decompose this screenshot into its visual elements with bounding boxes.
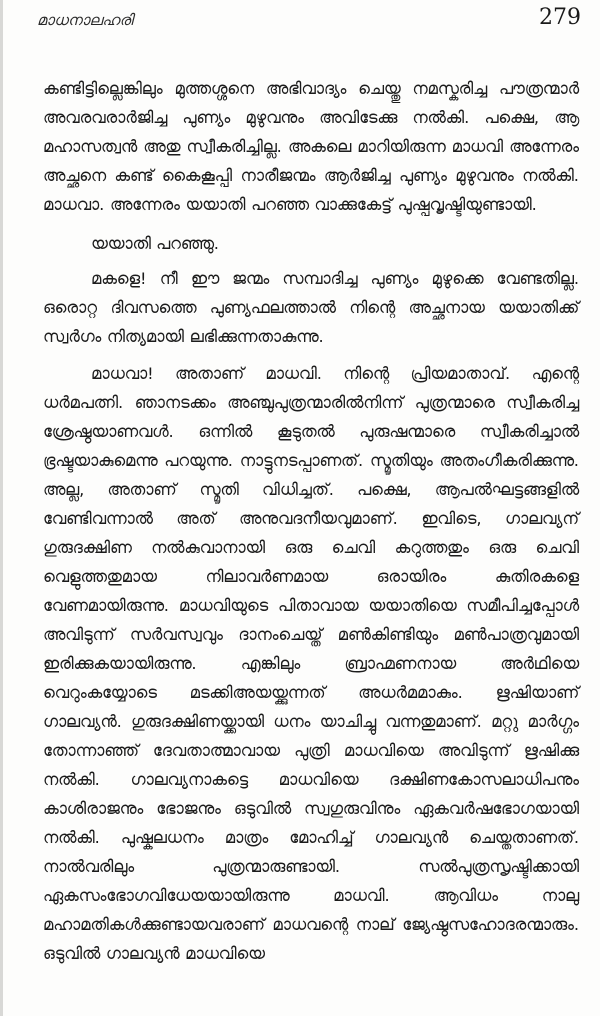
- paragraph-3: മാധവാ! അതാണ് മാധവി. നിന്റെ പ്രിയമാതാവ്. എന്റെ ധർമപത്നി. ഞാനടക്കം അഞ്ചുപുത്രന്മാരിൽനിന്ന് പുത്രന്മാരെ സ്വീകരിച്ച ശ്രേഷ്ഠയാണവൾ. ഒന്നിൽ കൂടുതൽ പുരുഷന്മാരെ സ്വീകരിച്ചാൽ ഭ്രഷ്ടയാകുമെന്നു പറയുന്നു. നാട്ടുനടപ്പാണത്. സ്മൃതിയും അതംഗീകരിക്കുന്നു. അല്ല, അതാണ് സ്മൃതി വിധിച്ചത്. പക്ഷെ, ആപൽഘട്ടങ്ങളിൽ വേണ്ടിവന്നാൽ അത് അനുവദനീയവുമാണ്. ഇവിടെ, ഗാലവ്യന് ഗുരുദക്ഷിണ നൽകുവാനായി ഒരു ചെവി കറുത്തതും ഒരു ചെവി വെളുത്തതുമായ നിലാവർണമായ ഒരായിരം കുതിരകളെ വേണമായിരുന്നു. മാധവിയുടെ പിതാവായ യയാതിയെ സമീപിച്ചപ്പോൾ അവിടുന്ന് സർവസ്വവും ദാനംചെയ്ത് മൺകിണ്ടിയും മൺപാത്രവുമായി ഇരിക്കുകയായിരുന്നു. എങ്കിലും ബ്രാഹ്മണനായ അർഥിയെ വെറുംകയ്യോടെ മടക്കിഅയയ്ക്കുന്നത് അധർമമാകും. ഋഷിയാണ് ഗാലവ്യൻ. ഗുരുദക്ഷിണയ്ക്കായി ധനം യാചിച്ചു വന്നതുമാണ്. മറ്റു മാർഗ്ഗം തോന്നാഞ്ഞ് ദേവതാത്മാവായ പുത്രി മാധവിയെ അവിടുന്ന് ഋഷിക്കു നൽകി. ഗാലവ്യനാകട്ടെ മാധവിയെ ദക്ഷിണകോസലാധിപനും കാശിരാജനും ഭോജനും ഒടുവിൽ സ്വഗുരുവിനും ഏകവർഷഭോഗയായി നൽകി. പുഷ്കലധനം മാത്രം മോഹിച്ച് ഗാലവ്യൻ ചെയ്തതാണത്. നാൽവരിലും പുത്രന്മാരുണ്ടായി. സൽപുത്രസൃഷ്ടിക്കായി ഏകസംഭോഗവിധേയയായിരുന്നു മാധവി. ആവിധം നാലു മഹാമതികൾക്കുണ്ടായവരാണ് മാധവന്റെ നാല് ജ്യേഷ്ഠസഹോദരന്മാരും. ഒടുവിൽ ഗാലവ്യൻ മാധവിയെ: [43, 364, 579, 963]
- running-title: മാധനാലഹരി: [37, 11, 133, 29]
- page-number: 279: [539, 5, 581, 30]
- running-header: [3, 0, 600, 46]
- text-body: [43, 74, 579, 968]
- speaker-line: യയാതി പറഞ്ഞു.: [91, 234, 219, 253]
- paragraph-1: കണ്ടിട്ടില്ലെങ്കിലും മുത്തശ്ശനെ അഭിവാദ്യം ചെയ്തു നമസ്കരിച്ച പൗത്രന്മാർ അവരവരാർജിച്ച പുണ്യം മുഴുവനും അവിടേക്കു നൽകി. പക്ഷെ, ആ മഹാസത്വൻ അതു സ്വീകരിച്ചില്ല. അകലെ മാറിയിരുന്ന മാധവി അന്നേരം അച്ഛനെ കണ്ട് കൈകൂപ്പി നാരീജന്മം ആർജിച്ച പുണ്യം മുഴുവനും നൽകി. മാധവാ. അന്നേരം യയാതി പറഞ്ഞ വാക്കുകേട്ട് പുഷ്പവൃഷ്ടിയുണ്ടായി.: [43, 79, 579, 214]
- paragraph-2: മകളെ! നീ ഈ ജന്മം സമ്പാദിച്ച പുണ്യം മുഴുക്കെ വേണ്ടതില്ല. ഒരൊറ്റ ദിവസത്തെ പുണ്യഫലത്താൽ നിന്റെ അച്ഛനായ യയാതിക്ക് സ്വർഗം നിത്യമായി ലഭിക്കുന്നതാകുന്നു.: [43, 269, 579, 346]
